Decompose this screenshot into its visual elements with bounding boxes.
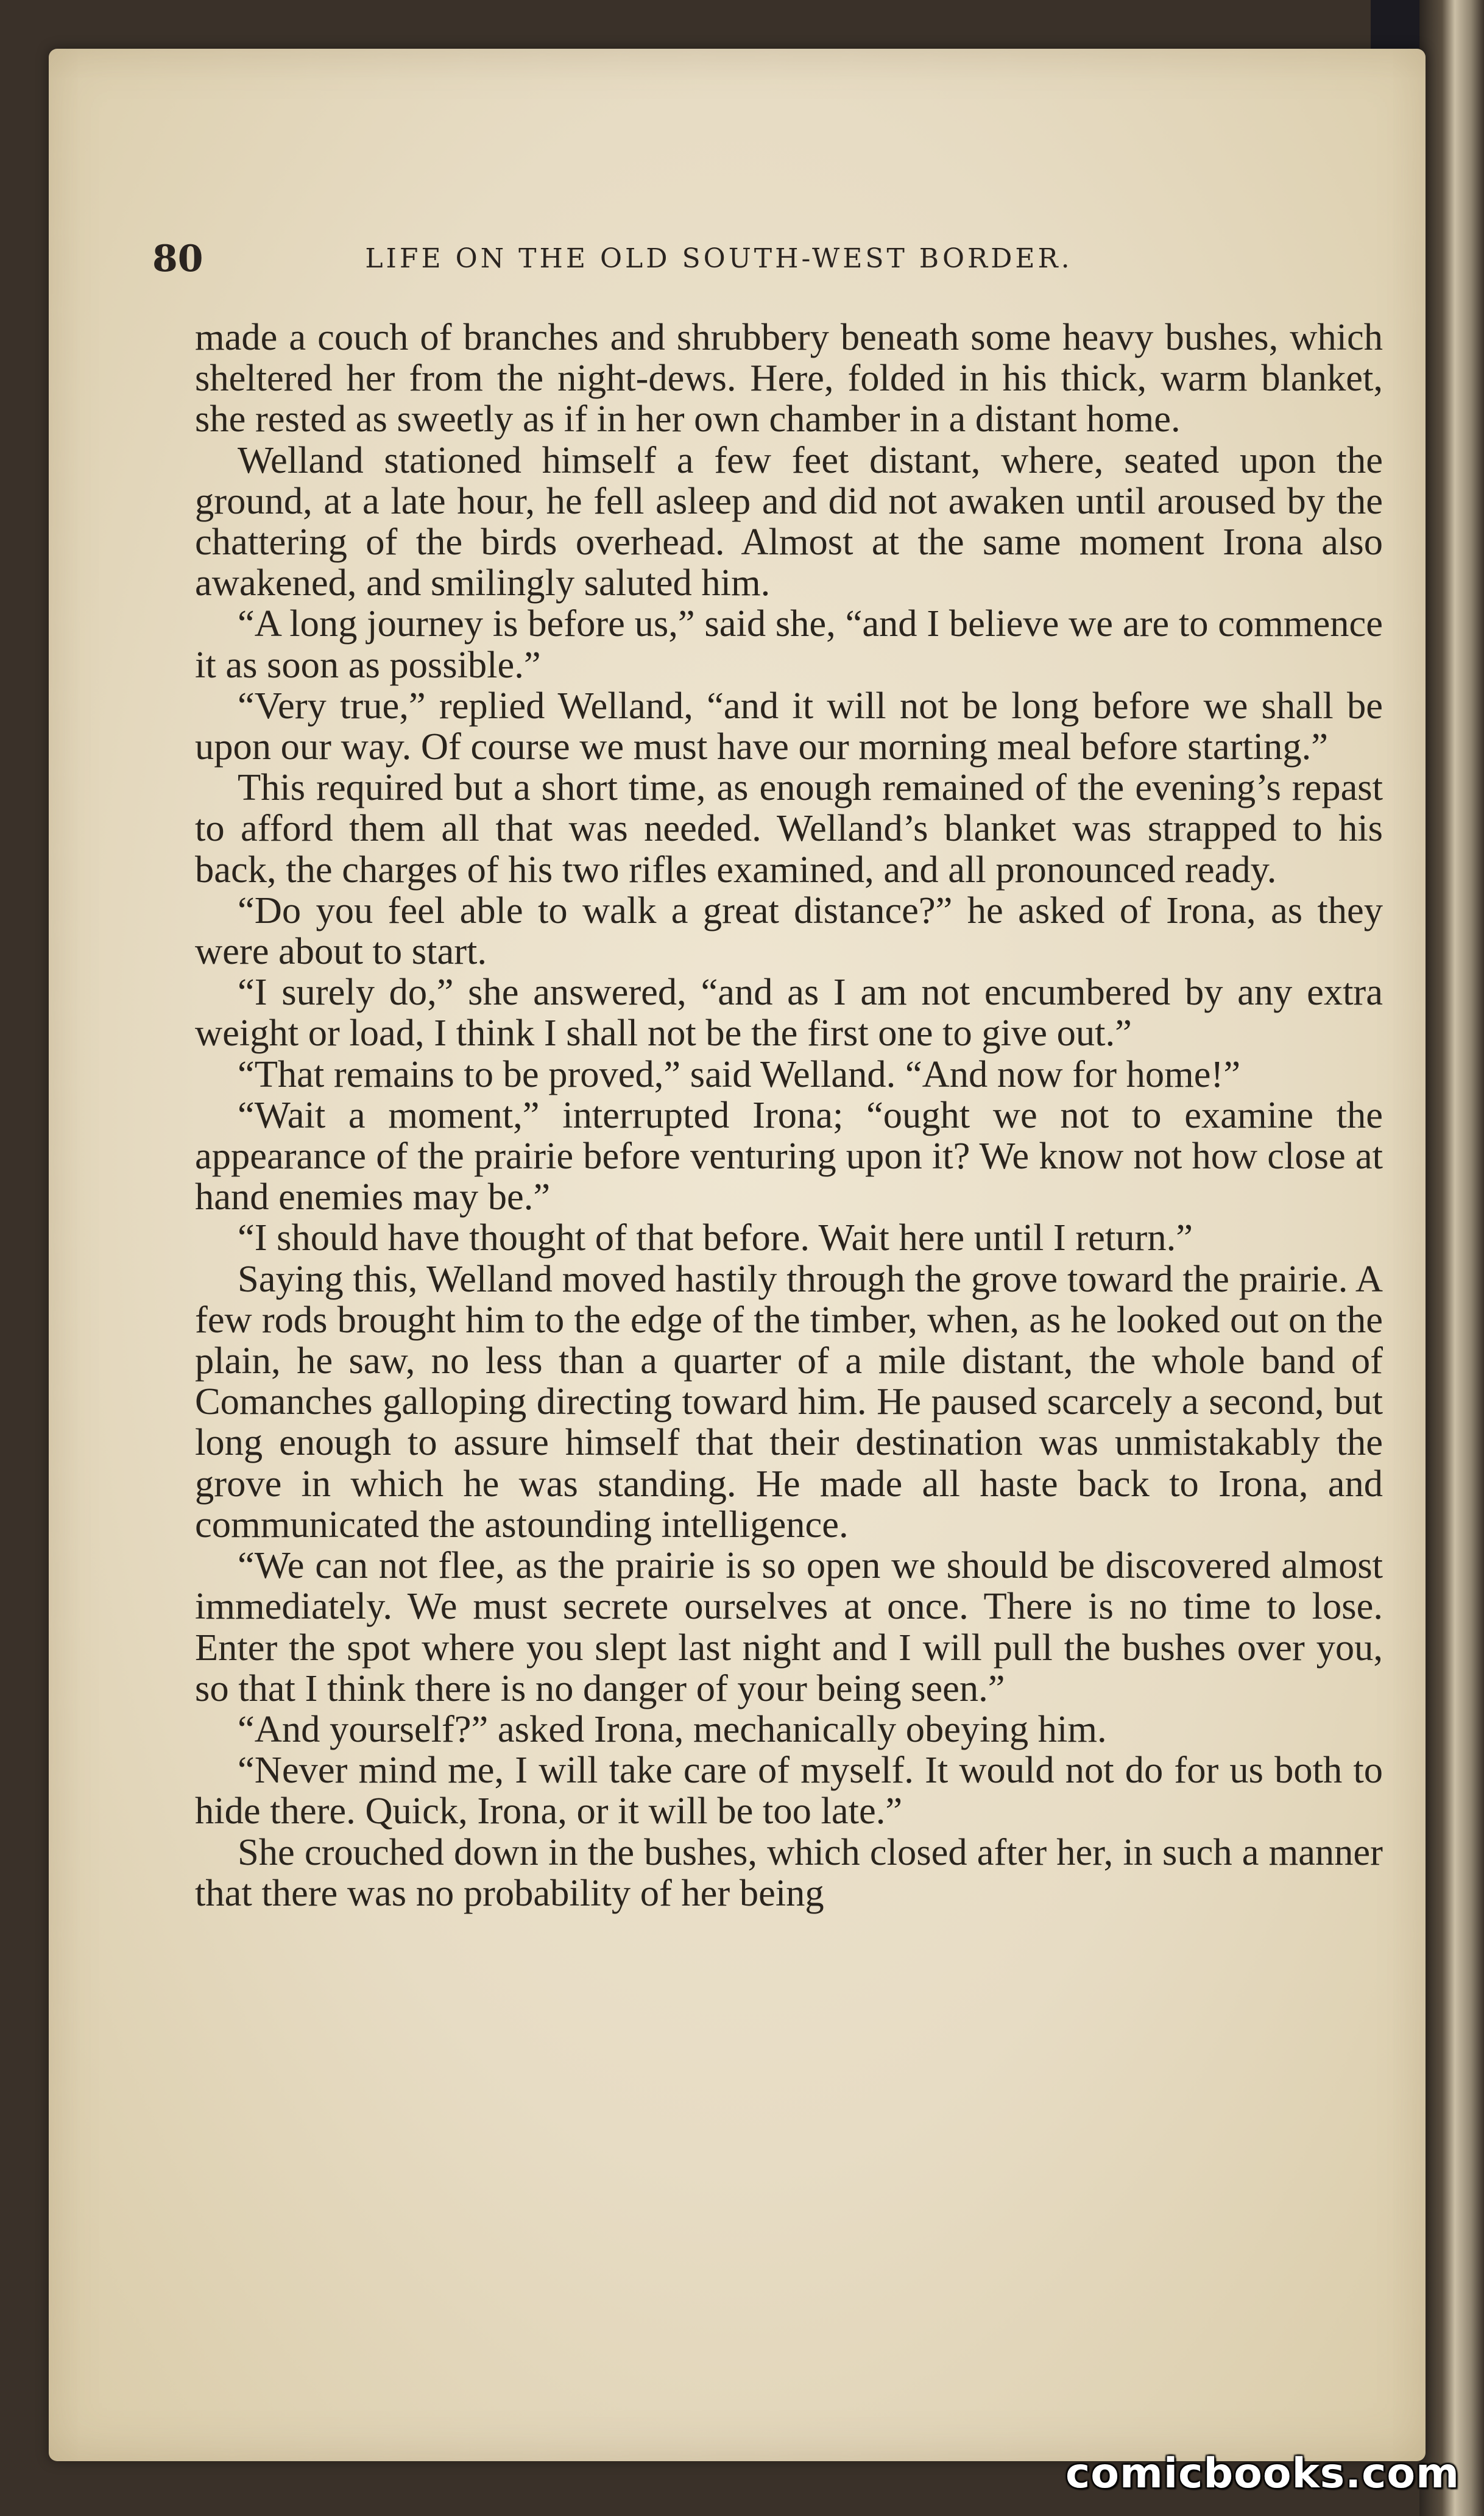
body-text [195,317,1383,2376]
page-number: 80 [152,238,203,280]
paragraph: “Very true,” replied Welland, “and it will not be long before we shall be upon our way. Of course we must have our morning meal before starting.” [195,684,1383,768]
paragraph: She crouched down in the bushes, which closed after her, in such a manner that there was no probability of her being [195,1830,1383,1914]
paragraph: made a couch of branches and shrubbery beneath some heavy bushes, which sheltered her from the night-dews. Here, folded in his thick, warm blanket, she rested as sweetly as if in her own chamber in a distant home. [195,316,1383,440]
paragraph: “A long journey is before us,” said she, “and I believe we are to commence it as soon as possible.” [195,602,1383,686]
watermark: comicbooks.com [1065,2450,1460,2498]
paragraph: “I surely do,” she answered, “and as I am not encumbered by any extra weight or load, I think I shall not be the first one to give out.” [195,970,1383,1055]
running-head [152,225,1285,292]
paragraph: “Do you feel able to walk a great distance?” he asked of Irona, as they were about to start. [195,888,1383,973]
paragraph: “And yourself?” asked Irona, mechanically obeying him. [238,1707,1107,1750]
paragraph: “Never mind me, I will take care of myself. It would not do for us both to hide there. Quick, Irona, or it will be too late.” [195,1748,1383,1832]
paragraph: “Wait a moment,” interrupted Irona; “ought we not to examine the appearance of the prairie before venturing upon it? We know not how close at hand enemies may be.” [195,1093,1383,1218]
paragraph: Saying this, Welland moved hastily through the grove toward the prairie. A few rods brought him to the edge of the timber, when, as he looked out on the plain, he saw, no less than a quarter of a mile distant, the whole band of Comanches galloping directing toward him. He paused scarcely a second, but long enough to assure himself that their destination was unmistakably the grove in which he was standing. He made all haste back to Irona, and communicated the astounding intelligence. [195,1257,1383,1546]
paragraph: Welland stationed himself a few feet distant, where, seated upon the ground, at a late hour, he fell asleep and did not awaken until aroused by the chattering of the birds overhead. Almost at the same moment Irona also awakened, and smilingly saluted him. [195,438,1383,604]
paragraph: This required but a short time, as enough remained of the evening’s repast to afford them all that was needed. Welland’s blanket was strapped to his back, the charges of his two rifles examined, and all pronounced ready. [195,766,1383,891]
paragraph: “That remains to be proved,” said Welland. “And now for home!” [238,1052,1241,1095]
book-spine-edge [1419,0,1484,2516]
paragraph: “We can not flee, as the prairie is so open we should be discovered almost immediately. We must secrete ourselves at once. There is no time to lose. Enter the spot where you slept last night and I will pull the bushes over you, so that I think there is no danger of your being seen.” [195,1544,1383,1709]
paragraph: “I should have thought of that before. Wait here until I return.” [238,1216,1193,1259]
running-title: LIFE ON THE OLD SOUTH-WEST BORDER. [365,243,1073,274]
